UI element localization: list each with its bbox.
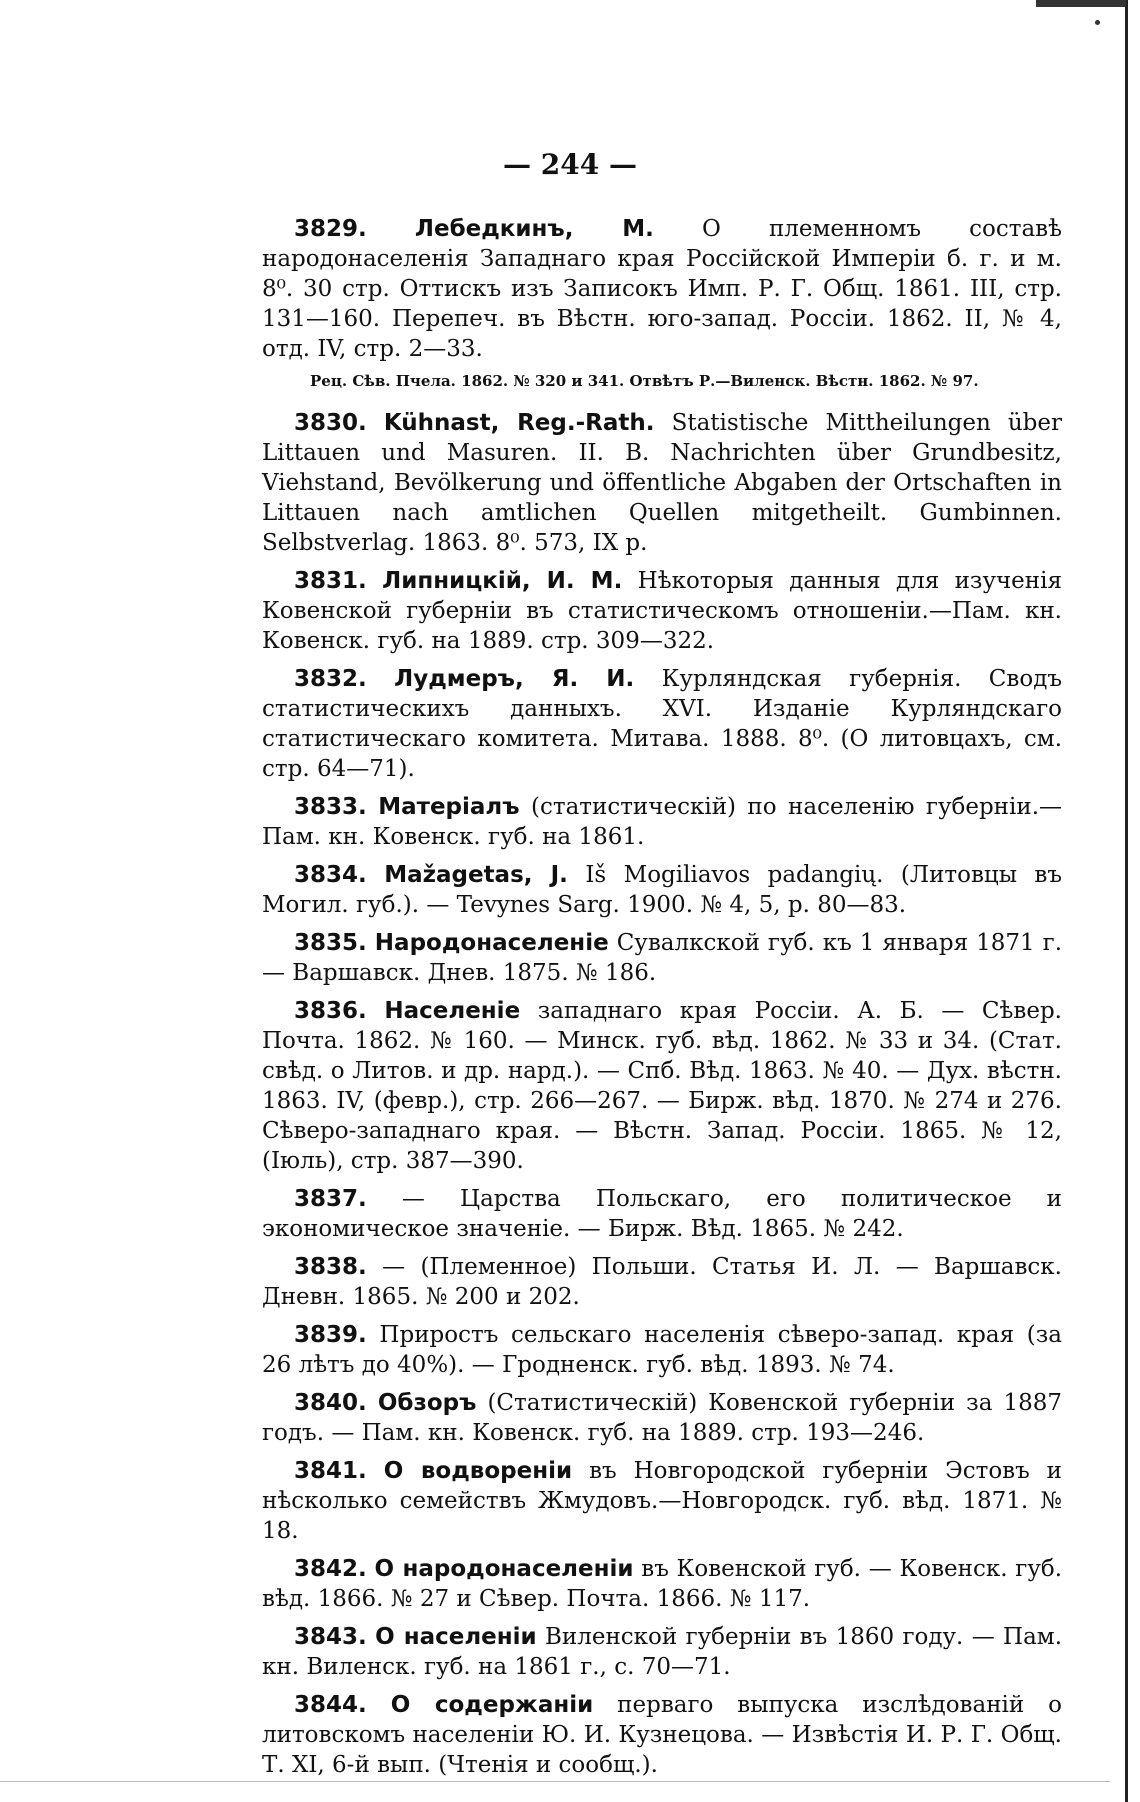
entry-author: Mažagetas, J. bbox=[384, 862, 568, 888]
page-number: — 244 — bbox=[503, 148, 637, 181]
entry-number: 3844. bbox=[294, 1692, 367, 1718]
entry-number: 3833. bbox=[294, 794, 367, 820]
entry-text: Iš Mogiliavos padangių. (Литовцы въ Могил. губ.). — Tevynes Sarg. 1900. № 4, 5, p. 80—83. bbox=[262, 862, 1063, 918]
entry-text: (статистическій) по населенію губерніи.— Пам. кн. Ковенск. губ. на 1861. bbox=[262, 794, 1063, 850]
entry-author: О содержаніи bbox=[390, 1692, 594, 1718]
entry-author: О народонаселеніи bbox=[374, 1556, 634, 1582]
entry-author: Народонаселеніе bbox=[374, 930, 609, 956]
entry-text: перваго выпуска изслѣдованій о литовскомъ населеніи Ю. И. Кузнецова. — Извѣстія И. Р. Г. Общ. Т. XI, 6-й вып. (Чтенія и сообщ.). bbox=[262, 1692, 1062, 1778]
entry-3839 bbox=[262, 1320, 1062, 1380]
entry-author: Лудмеръ, Я. И. bbox=[394, 666, 635, 692]
entry-3844 bbox=[262, 1690, 1062, 1780]
entry-author: Липницкій, И. М. bbox=[382, 568, 623, 594]
entry-3843 bbox=[262, 1622, 1062, 1682]
entry-number: 3832. bbox=[294, 666, 367, 692]
entry-text: въ Новгородской губерніи Эстовъ и нѣсколько семействъ Жмудовъ.—Новгородск. губ. вѣд. 1871. № 18. bbox=[262, 1458, 1063, 1544]
entry-3832 bbox=[262, 664, 1062, 784]
entry-number: 3839. bbox=[294, 1322, 367, 1348]
entry-text: Statistische Mittheilungen über Littauen und Masuren. II. B. Nachrichten über Grundbesitz, Viehstand, Bevölkerung und öffentliche Abgaben der Ortschaften in Littauen nach amtlichen Quellen mitgetheilt. Gumbinnen. Selbstverlag. 1863. 8⁰. 573, IX p. bbox=[262, 410, 1062, 556]
entry-3830 bbox=[262, 408, 1062, 558]
entry-3837 bbox=[262, 1184, 1062, 1244]
entry-author: О водвореніи bbox=[383, 1458, 573, 1484]
bibliography-list bbox=[262, 214, 1062, 1788]
entry-number: 3843. bbox=[294, 1624, 367, 1650]
entry-3836 bbox=[262, 996, 1062, 1176]
entry-number: 3841. bbox=[294, 1458, 367, 1484]
entry-text: О племенномъ составѣ народонаселенія Западнаго края Россійской Имперіи б. г. и м. 8⁰. 30 стр. Оттискъ изъ Записокъ Имп. Р. Г. Общ. 1861. III, стр. 131—160. Перепеч. въ Вѣстн. юго-запад. Россіи. 1862. II, № 4, отд. IV, стр. 2—33. bbox=[262, 216, 1062, 362]
entry-review: Рец. Сѣв. Пчела. 1862. № 320 и 341. Отвѣтъ Р.—Виленск. Вѣстн. 1862. № 97. bbox=[310, 372, 979, 390]
entry-text: — Царства Польскаго, его политическое и экономическое значеніе. — Бирж. Вѣд. 1865. № 242. bbox=[262, 1186, 1062, 1242]
entry-author: Kühnast, Reg.-Rath. bbox=[383, 410, 655, 436]
entry-3835 bbox=[262, 928, 1062, 988]
entry-text: Курляндская губернія. Сводъ статистическихъ данныхъ. XVI. Изданіе Курляндскаго статистическаго комитета. Митава. 1888. 8⁰. (О литовцахъ, см. стр. 64—71). bbox=[262, 666, 1062, 782]
entry-text: (Статистическій) Ковенской губерніи за 1887 годъ. — Пам. кн. Ковенск. губ. на 1889. стр. 193—246. bbox=[262, 1390, 1063, 1446]
scan-dot-mark bbox=[1095, 20, 1100, 25]
entry-3838 bbox=[262, 1252, 1062, 1312]
entry-author: Обзоръ bbox=[377, 1390, 477, 1416]
entry-number: 3835. bbox=[294, 930, 367, 956]
entry-3840 bbox=[262, 1388, 1062, 1448]
entry-author: Лебедкинъ, М. bbox=[414, 216, 654, 242]
entry-text: Виленской губерніи въ 1860 году. — Пам. кн. Виленск. губ. на 1861 г., с. 70—71. bbox=[262, 1624, 1063, 1680]
entry-text: въ Ковенской губ. — Ковенск. губ. вѣд. 1866. № 27 и Сѣвер. Почта. 1866. № 117. bbox=[262, 1556, 1063, 1612]
entry-number: 3834. bbox=[294, 862, 367, 888]
scan-edge-line bbox=[1125, 0, 1128, 1802]
entry-number: 3840. bbox=[294, 1390, 367, 1416]
entry-3829 bbox=[262, 214, 1062, 364]
entry-3833 bbox=[262, 792, 1062, 852]
entry-author: О населеніи bbox=[375, 1624, 537, 1650]
entry-text: Нѣкоторыя данныя для изученія Ковенской губерніи въ статистическомъ отношеніи.—Пам. кн. Ковенск. губ. на 1889. стр. 309—322. bbox=[262, 568, 1062, 654]
entry-number: 3837. bbox=[294, 1186, 367, 1212]
entry-3831 bbox=[262, 566, 1062, 656]
entry-3834 bbox=[262, 860, 1062, 920]
entry-number: 3830. bbox=[294, 410, 367, 436]
entry-number: 3842. bbox=[294, 1556, 367, 1582]
entry-number: 3838. bbox=[294, 1254, 367, 1280]
entry-3842 bbox=[262, 1554, 1062, 1614]
entry-number: 3829. bbox=[294, 216, 367, 242]
entry-number: 3831. bbox=[294, 568, 367, 594]
entry-text: — (Племенное) Польши. Статья И. Л. — Варшавск. Дневн. 1865. № 200 и 202. bbox=[262, 1254, 1062, 1310]
entry-number: 3836. bbox=[294, 998, 367, 1024]
entry-author: Населеніе bbox=[384, 998, 521, 1024]
entry-3841 bbox=[262, 1456, 1062, 1546]
entry-text: Приростъ сельскаго населенія сѣверо-запад. края (за 26 лѣтъ до 40%). — Гродненск. губ. вѣд. 1893. № 74. bbox=[262, 1322, 1062, 1378]
scan-top-mark bbox=[1036, 0, 1126, 7]
entry-author: Матеріалъ bbox=[378, 794, 520, 820]
entry-text: западнаго края Россіи. А. Б. — Сѣвер. Почта. 1862. № 160. — Минск. губ. вѣд. 1862. № 33 и 34. (Стат. свѣд. о Литов. и др. нард.). — Спб. Вѣд. 1863. № 40. — Дух. вѣстн. 1863. IV, (февр.), стр. 266—267. — Бирж. вѣд. 1870. № 274 и 276. Сѣверо-западнаго края. — Вѣстн. Запад. Россіи. 1865. № 12, (Іюль), стр. 387—390. bbox=[262, 998, 1062, 1174]
entry-text: Сувалкской губ. къ 1 января 1871 г. — Варшавск. Днев. 1875. № 186. bbox=[262, 930, 1063, 986]
